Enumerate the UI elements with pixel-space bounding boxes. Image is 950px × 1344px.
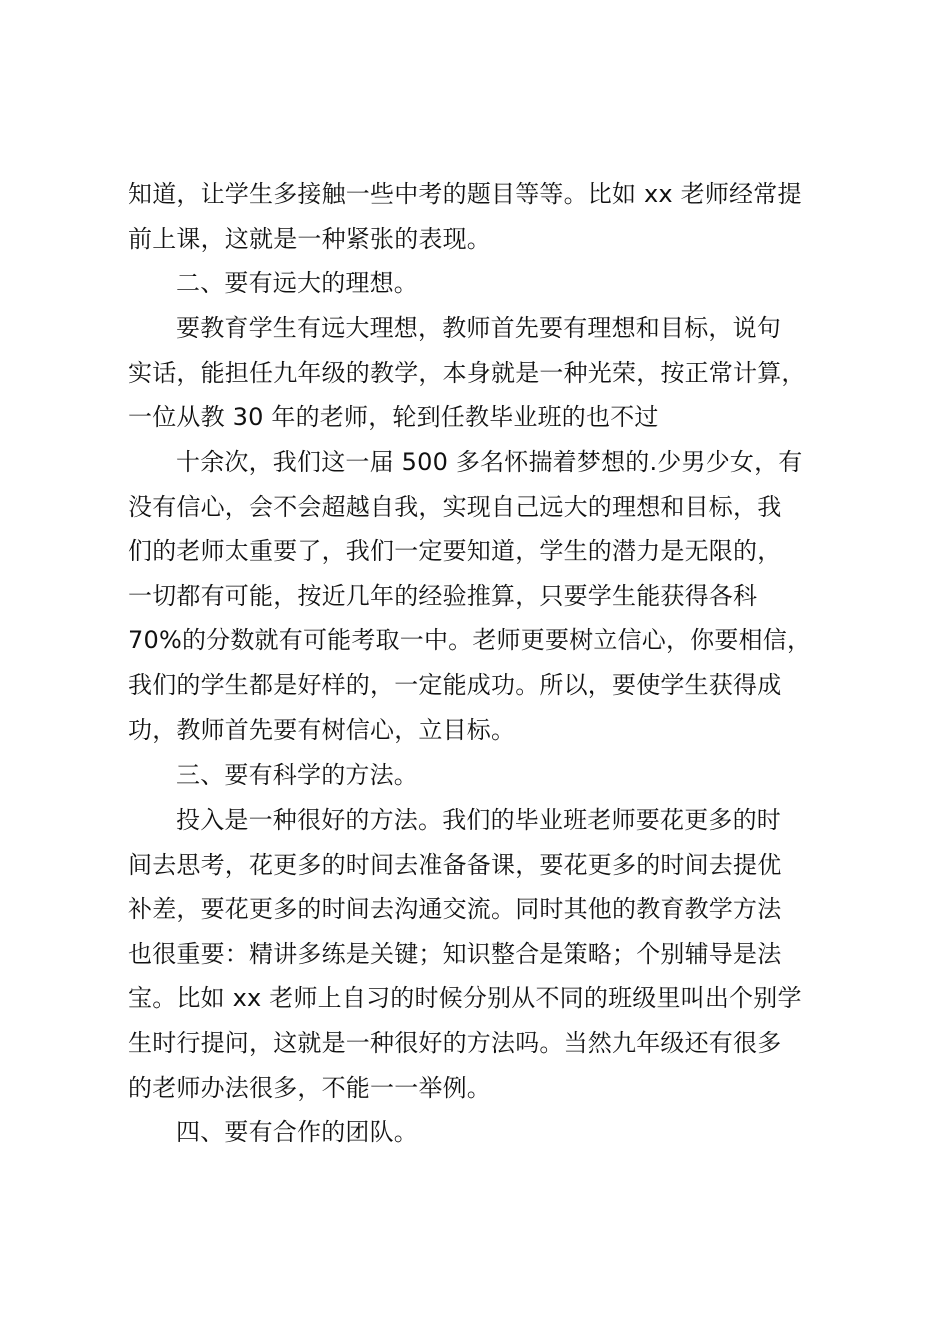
text-line: 一切都有可能，按近几年的经验推算，只要学生能获得各科 bbox=[128, 581, 758, 610]
paragraph-confidence bbox=[128, 440, 868, 752]
text-line: 十余次，我们这一届 500 多名怀揣着梦想的.少男少女，有 bbox=[176, 448, 803, 476]
heading-text: 四、要有合作的团队。 bbox=[176, 1118, 418, 1146]
section-heading-4 bbox=[128, 1110, 868, 1155]
text-line: 要教育学生有远大理想，教师首先要有理想和目标，说句 bbox=[176, 314, 781, 342]
paragraph-ideals bbox=[128, 306, 868, 440]
text-line: 我们的学生都是好样的，一定能成功。所以，要使学生获得成 bbox=[128, 670, 782, 699]
text-line: 补差，要花更多的时间去沟通交流。同时其他的教育教学方法 bbox=[128, 895, 782, 924]
heading-text: 三、要有科学的方法。 bbox=[176, 761, 418, 789]
text-line: 一位从教 30 年的老师，轮到任教毕业班的也不过 bbox=[128, 403, 659, 432]
paragraph-intro-continued bbox=[128, 172, 868, 261]
text-line: 的老师办法很多，不能一一举例。 bbox=[128, 1073, 491, 1102]
heading-text: 二、要有远大的理想。 bbox=[176, 269, 418, 297]
text-line: 们的老师太重要了，我们一定要知道，学生的潜力是无限的， bbox=[128, 537, 782, 566]
text-line: 也很重要：精讲多练是关键；知识整合是策略；个别辅导是法 bbox=[128, 939, 782, 968]
text-line: 生时行提问，这就是一种很好的方法吗。当然九年级还有很多 bbox=[128, 1028, 782, 1057]
section-heading-3 bbox=[128, 753, 868, 798]
text-line: 70%的分数就有可能考取一中。老师更要树立信心，你要相信， bbox=[128, 626, 812, 655]
text-line: 功，教师首先要有树信心，立目标。 bbox=[128, 715, 516, 744]
text-line: 实话，能担任九年级的教学，本身就是一种光荣，按正常计算， bbox=[128, 358, 806, 387]
text-line: 前上课，这就是一种紧张的表现。 bbox=[128, 224, 491, 253]
text-line: 宝。比如 xx 老师上自习的时候分别从不同的班级里叫出个别学 bbox=[128, 984, 802, 1013]
section-heading-2 bbox=[128, 261, 868, 306]
text-line: 没有信心，会不会超越自我，实现自己远大的理想和目标，我 bbox=[128, 492, 782, 521]
text-line: 间去思考，花更多的时间去准备备课，要花更多的时间去提优 bbox=[128, 850, 782, 879]
text-line: 知道，让学生多接触一些中考的题目等等。比如 xx 老师经常提 bbox=[128, 180, 802, 208]
text-line: 投入是一种很好的方法。我们的毕业班老师要花更多的时 bbox=[176, 806, 781, 834]
paragraph-methods bbox=[128, 798, 868, 1110]
